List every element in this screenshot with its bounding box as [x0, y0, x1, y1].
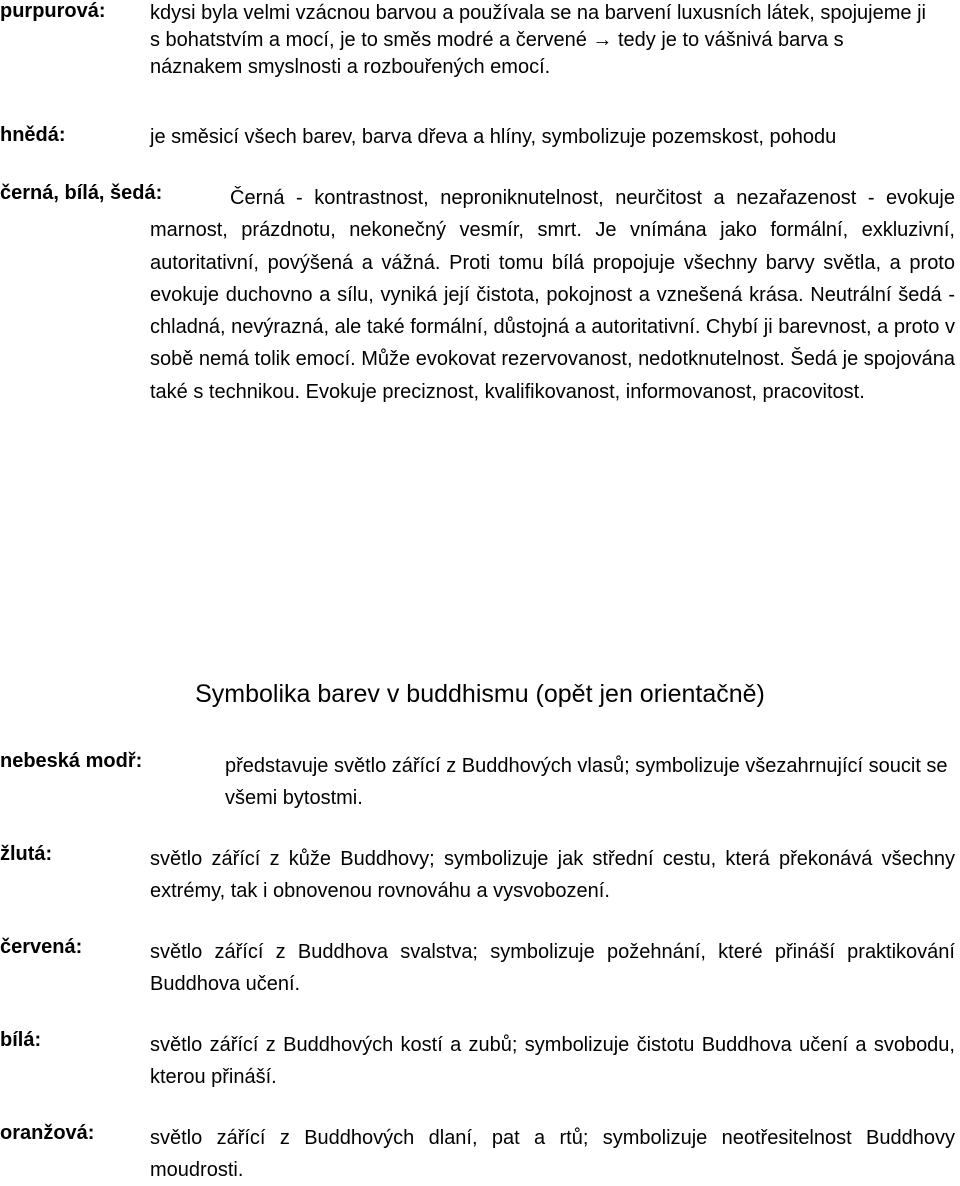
term-nebeska-modr: nebeská modř: [0, 750, 143, 772]
term-cerna-bila-seda: černá, bílá, šedá: [0, 182, 163, 204]
description-cerna-bila-seda [150, 182, 955, 408]
term-oranzova: oranžová: [0, 1122, 95, 1144]
term-bila: bílá: [0, 1029, 42, 1051]
description-cerna-bila-seda-text: Černá - kontrastnost, neproniknutelnost, neurčitost a nezařazenost - evokuje marnost, prázdnotu, nekonečný vesmír, smrt. Je vnímána jako formální, exkluzivní, autoritativní, povýšená a vážná. Proti tomu bílá propojuje všechny barvy světla, a proto evokuje duchovno a sílu, vyniká její čistota, pokojnost a vznešená krása. Neutrální šedá - chladná, nevýrazná, ale také formální, důstojná a autoritativní. Chybí ji barevnost, a proto v sobě nemá tolik emocí. Může evokovat rezervovanost, nedotknutelnost. Šedá je spojována také s technikou. Evokuje preciznost, kvalifikovanost, informovanost, pracovitost. [150, 187, 955, 403]
description-bila: světlo zářící z Buddhových kostí a zubů; symbolizuje čistotu Buddhova učení a svobodu, kterou přináší. [150, 1034, 955, 1088]
term-purpurova: purpurová: [0, 0, 106, 22]
description-zluta: světlo zářící z kůže Buddhovy; symbolizuje jak střední cestu, která překonává všechny extrémy, tak i obnovenou rovnováhu a vysvobození. [150, 848, 955, 902]
description-cervena: světlo zářící z Buddhova svalstva; symbolizuje požehnání, které přináší praktikování Buddhova učení. [150, 941, 955, 995]
description-purpurova: kdysi byla velmi vzácnou barvou a používala se na barvení luxusních látek, spojujeme ji s bohatstvím a mocí, je to směs modré a červené → tedy je to vášnivá barva s náznakem smyslnosti a rozbouřených emocí. [150, 2, 926, 78]
description-nebeska-modr: představuje světlo zářící z Buddhových vlasů; symbolizuje všezahrnující soucit se všemi bytostmi. [225, 755, 948, 809]
section-title-buddhism: Symbolika barev v buddhismu (opět jen orientačně) [195, 680, 765, 708]
term-zluta: žlutá: [0, 843, 53, 865]
description-hneda: je směsicí všech barev, barva dřeva a hlíny, symbolizuje pozemskost, pohodu [150, 126, 837, 148]
description-oranzova: světlo zářící z Buddhových dlaní, pat a rtů; symbolizuje neotřesitelnost Buddhovy moudrosti. [150, 1127, 955, 1181]
term-hneda: hnědá: [0, 124, 66, 146]
term-cervena: červená: [0, 936, 83, 958]
